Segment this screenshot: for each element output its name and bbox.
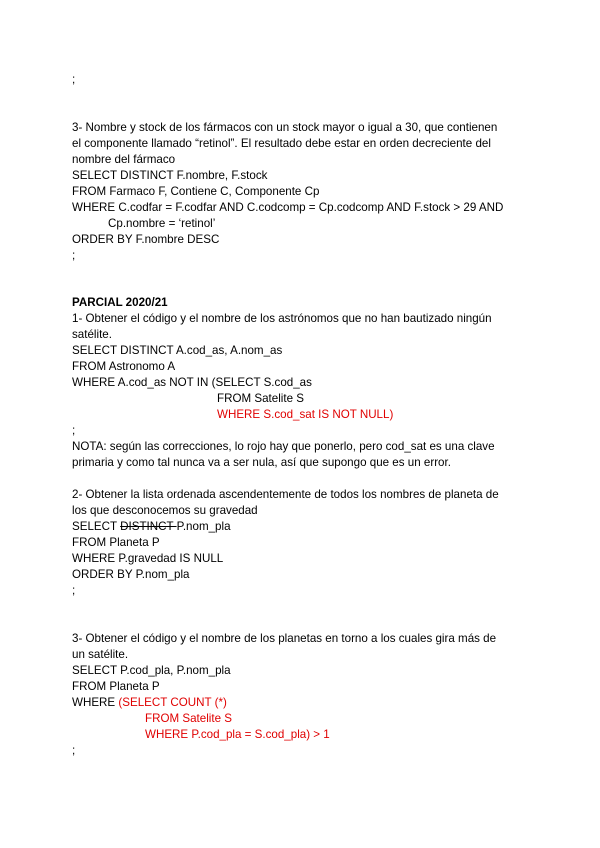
question-3a-title-line-1: 3- Nombre y stock de los fármacos con un stock mayor o igual a 30, que contienen [72,121,498,134]
q1-select: SELECT DISTINCT A.cod_as, A.nom_as [72,344,283,357]
q1-subquery-from: FROM Satelite S [217,392,304,405]
q3b-subquery-where: WHERE P.cod_pla = S.cod_pla) > 1 [145,728,330,741]
question-3b-title-line-2: un satélite. [72,648,129,661]
semicolon: ; [72,744,76,757]
note-line-1: NOTA: según las correcciones, lo rojo hay que ponerlo, pero cod_sat es una clave [72,440,495,453]
q2-struck-distinct: DISTINCT [120,520,177,533]
question-1-title-line-1: 1- Obtener el código y el nombre de los astrónomos que no han bautizado ningún [72,312,492,325]
question-1-title-line-2: satélite. [72,328,112,341]
question-2-title-line-1: 2- Obtener la lista ordenada ascendentemente de todos los nombres de planeta de [72,488,499,501]
semicolon: ; [72,584,76,597]
q1-subquery-where: WHERE S.cod_sat IS NOT NULL) [217,408,394,421]
question-3b-title-line-1: 3- Obtener el código y el nombre de los planetas en torno a los cuales gira más de [72,632,497,645]
q1-from: FROM Astronomo A [72,360,176,373]
q2-order: ORDER BY P.nom_pla [72,568,190,581]
question-3a-title-line-3: nombre del fármaco [72,153,176,166]
section-heading: PARCIAL 2020/21 [72,296,168,309]
q2-where: WHERE P.gravedad IS NULL [72,552,224,565]
q2-select-columns: P.nom_pla [176,520,231,533]
q3a-order: ORDER BY F.nombre DESC [72,233,220,246]
question-3a-title-line-2: el componente llamado “retinol”. El resultado debe estar en orden decreciente del [72,137,491,150]
q3a-select: SELECT DISTINCT F.nombre, F.stock [72,169,268,182]
q3a-where-2: Cp.nombre = ‘retinol’ [108,217,216,230]
q2-select-keyword: SELECT [72,520,121,533]
q3b-where-keyword: WHERE [72,696,119,709]
q3a-where-1: WHERE C.codfar = F.codfar AND C.codcomp = Cp.codcomp AND F.stock > 29 AND [72,201,504,214]
q3b-where [72,695,227,711]
semicolon: ; [72,249,76,262]
q3b-subquery-select: (SELECT COUNT (*) [118,696,227,709]
question-2-title-line-2: los que desconocemos su gravedad [72,504,258,517]
q3b-select: SELECT P.cod_pla, P.nom_pla [72,664,231,677]
q3b-from: FROM Planeta P [72,680,160,693]
q3b-subquery-from: FROM Satelite S [145,712,232,725]
q2-select [72,519,231,535]
q3a-from: FROM Farmaco F, Contiene C, Componente Cp [72,185,320,198]
note-line-2: primaria y como tal nunca va a ser nula, así que supongo que es un error. [72,456,451,469]
semicolon: ; [72,73,76,86]
semicolon: ; [72,424,76,437]
q2-from: FROM Planeta P [72,536,160,549]
q1-where: WHERE A.cod_as NOT IN (SELECT S.cod_as [72,376,312,389]
